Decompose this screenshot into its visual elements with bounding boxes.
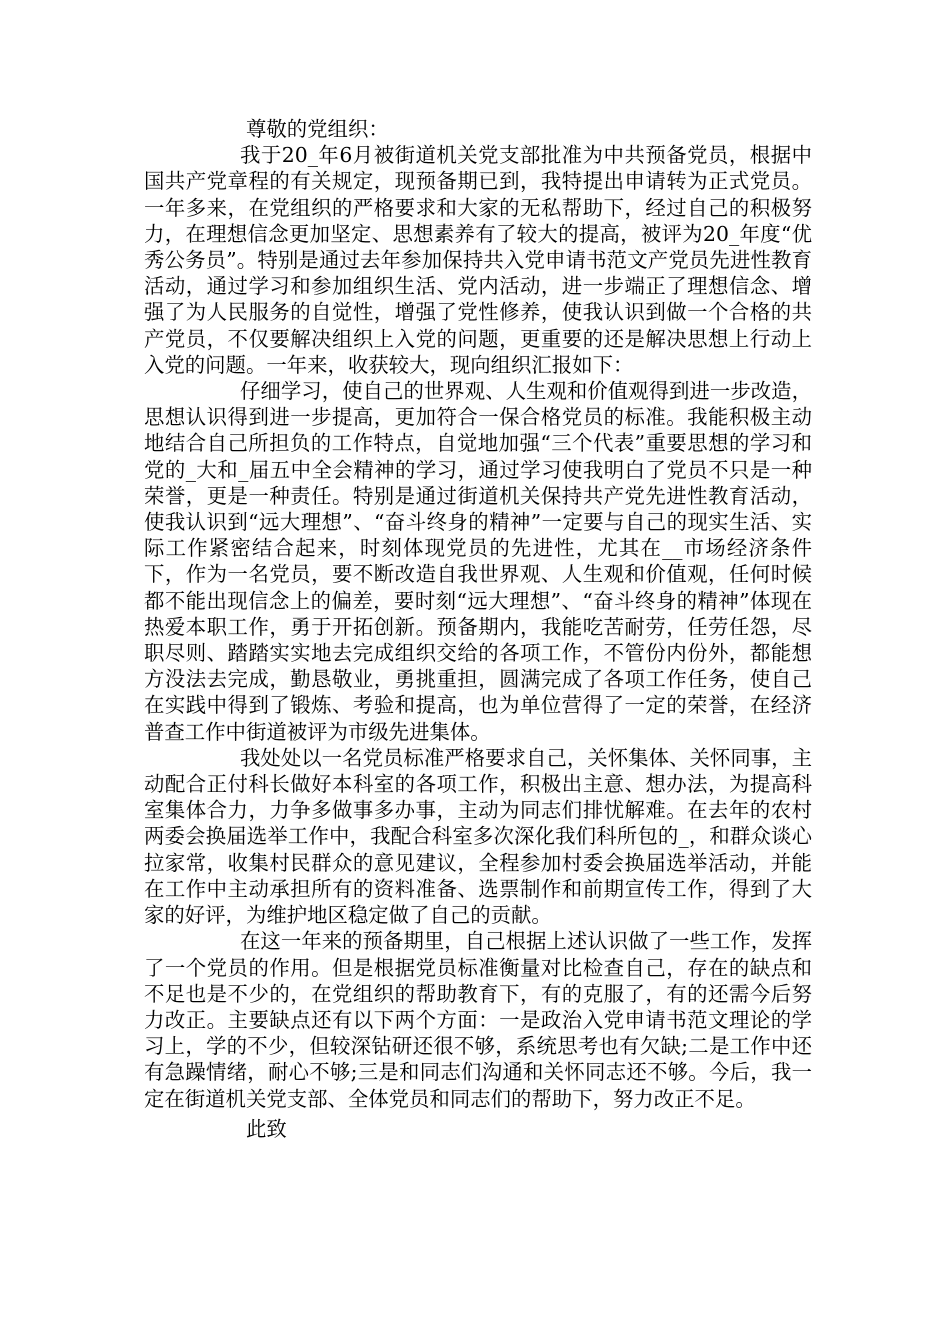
paragraph-shortcomings: 在这一年来的预备期里，自己根据上述认识做了一些工作，发挥了一个党员的作用。但是根据党员标准衡量对比检查自己，存在的缺点和不足也是不少的，在党组织的帮助教育下，有的克服了，有的还需今后努力改正。主要缺点还有以下两个方面：一是政治入党申请书范文理论的学习上，学的不少，但较深钻研还很不够，系统思考也有欠缺;二是工作中还有急躁情绪，耐心不够;三是和同志们沟通和关怀同志还不够。今后，我一定在街道机关党支部、全体党员和同志们的帮助下，努力改正不足。 (144, 929, 812, 1111)
paragraph-study: 仔细学习，使自己的世界观、人生观和价值观得到进一步改造，思想认识得到进一步提高，更加符合一保合格党员的标准。我能积极主动地结合自己所担负的工作特点，自觉地加强“三个代表”重要思想的学习和党的_大和_届五中全会精神的学习，通过学习使我明白了党员不只是一种荣誉，更是一种责任。特别是通过街道机关保持共产党先进性教育活动，使我认识到“远大理想”、“奋斗终身的精神”一定要与自己的现实生活、实际工作紧密结合起来，时刻体现党员的先进性，尤其在__市场经济条件下，作为一名党员，要不断改造自我世界观、人生观和价值观，任何时候都不能出现信念上的偏差，要时刻“远大理想”、“奋斗终身的精神”体现在热爱本职工作，勇于开拓创新。预备期内，我能吃苦耐劳，任劳任怨，尽职尽则、踏踏实实地去完成组织交给的各项工作，不管份内份外，都能想方没法去完成，勤恳敬业，勇挑重担，圆满完成了各项工作任务，使自己在实践中得到了锻炼、考验和提高，也为单位营得了一定的荣誉，在经济普查工作中街道被评为市级先进集体。 (144, 379, 812, 744)
closing: 此致 (246, 1116, 287, 1141)
paragraph-work: 我处处以一名党员标准严格要求自己，关怀集体、关怀同事，主动配合正付科长做好本科室的各项工作，积极出主意、想办法，为提高科室集体合力，力争多做事多办事，主动为同志们排忧解难。在去年的农村两委会换届选举工作中，我配合科室多次深化我们科所包的_，和群众谈心拉家常，收集村民群众的意见建议，全程参加村委会换届选举活动，并能在工作中主动承担所有的资料准备、选票制作和前期宣传工作，得到了大家的好评，为维护地区稳定做了自己的贡献。 (144, 745, 812, 928)
salutation: 尊敬的党组织： (246, 117, 389, 141)
paragraph-application: 我于20_年6月被街道机关党支部批准为中共预备党员，根据中国共产党章程的有关规定，现预备期已到，我特提出申请转为正式党员。一年多来，在党组织的严格要求和大家的无私帮助下，经过自己的积极努力，在理想信念更加坚定、思想素养有了较大的提高，被评为20_年度“优秀公务员”。特别是通过去年参加保持共入党申请书范文产党员先进性教育活动，通过学习和参加组织生活、党内活动，进一步端正了理想信念、增强了为人民服务的自觉性，增强了党性修养，使我认识到做一个合格的共产党员，不仅要解决组织上入党的问题，更重要的还是解决思想上行动上入党的问题。一年来，收获较大，现向组织汇报如下： (144, 143, 812, 377)
letter-body (144, 116, 812, 1142)
